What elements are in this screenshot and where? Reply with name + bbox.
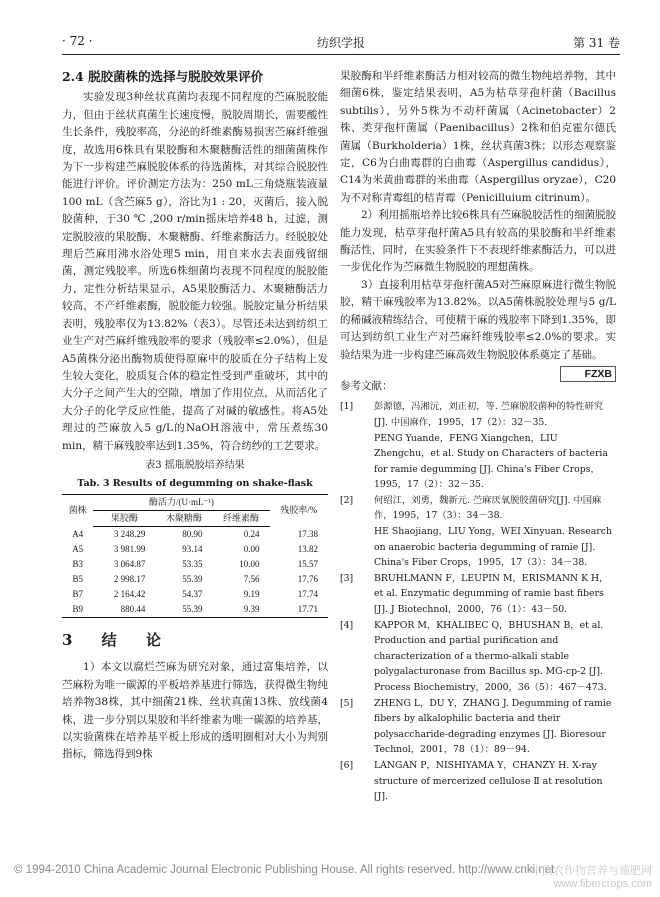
reference-line: LANGAN P，NISHIYAMA Y，CHANZY H. X-ray structure of mercerized cellulose Ⅱ at resolution [J].: [374, 759, 603, 803]
cell-xylanase: 55.39: [182, 573, 203, 584]
reference-line: ZHENG L，DU Y，ZHANG J. Degumming of ramie fibers by alkalophilic bacteria and their polysaccharide-degrading enzymes [J]. Bioresour Technol，2001，78（1）：89－94.: [374, 697, 612, 756]
reference-item: [340, 571, 616, 618]
reference-number: [6]: [340, 759, 354, 771]
cell-xylanase: 55.39: [155, 602, 212, 618]
cell-pectinase: 3 248.29: [113, 528, 146, 539]
reference-item: [340, 493, 616, 571]
conclusion-3-paragraph: [340, 277, 616, 380]
col-cellulase: 纤维素酶: [212, 510, 269, 526]
conclusion-1-continued: 果胶酶和半纤维素酶活力相对较高的微生物纯培养物，其中细菌6株，鉴定结果表明，A5为枯草芽孢杆菌（Bacillus subtilis），另外5株为不动杆菌属（Acinetobacter）2株、类芽孢杆菌属（Paenibacillus）2株和伯克霍尔德氏菌属（Burkholderia）1株，丝状真菌3株；以形态观察鉴定，C6为白曲霉群的白曲霉（Aspergillus candidus），C14为米黄曲霉群的米曲霉（Aspergillus oryzae），C20为不对称青霉组的桔青霉（Penicilluium citrinum）。: [340, 70, 616, 204]
cell-residual: 17.38: [297, 528, 318, 539]
reference-item: [340, 399, 616, 493]
reference-number: [4]: [340, 619, 354, 631]
cell-residual: 13.82: [297, 543, 318, 554]
reference-line: HE Shaojiang，LIU Yong，WEI Xinyuan. Research on anaerobic bacteria degumming of ramie [J]. China's Fiber Crops，1995，17（3）：34－38.: [374, 526, 612, 569]
reference-item: [340, 696, 616, 758]
cell-cellulase: 10.00: [239, 558, 260, 569]
table-row: [62, 572, 328, 587]
cell-residual: 17.74: [297, 588, 318, 599]
cell-cellulase: 9.19: [243, 588, 260, 599]
table-row: [62, 557, 328, 572]
section-2-4-paragraph: 实验发现3种丝状真菌均表现不同程度的苎麻脱胶能力，但由于丝状真菌生长速度慢，脱胶周期长，需要酸性生长条件，残胶率高，分泌的纤维素酶易损害苎麻纤维强度，故选用6株具有果胶酶和木聚糖酶活性的细菌菌株作为下一步构建苎麻脱胶体系的待选菌株，对其综合脱胶性能进行评价。评价测定方法为：250 mL三角烧瓶装液量100 mL（含苎麻5 g），浴比为1 : 20，灭菌后，接入脱胶菌种，于30 ℃ ,200 r/min摇床培养48 h，过滤，测定脱胶液的果胶酶、木聚糖酶、纤维素酶活力。经脱胶处理后苎麻用沸水浴处理5 min，用自来水去表面残留细菌，测定残胶率。所选6株细菌均表现不同程度的脱胶能力，定性分析结果显示，A5果胶酶活力、木聚糖酶活力较高，不产纤维素酶，脱胶能力较强。脱胶定量分析结果表明，残胶率仅为13.82%（表3）。尽管还未达到纺织工业生产对苎麻纤维残胶率的要求（残胶率≤2.0%），但是A5菌株分泌出酶物质使得原麻中的胶质在分子结构上发生较大变化，胶质复合体的稳定性受到严重破坏，其中的大分子之间产生大的空隙，增加了作用位点，从而活化了大分子的化学反应性能，提高了对碱的敏感性。将A5处理过的苎麻放入5 g/L的NaOH溶液中，常压煮练30 min，精干麻残胶率达到1.35%，符合纺纱的工艺要求。: [62, 91, 328, 452]
cell-strain: B9: [62, 602, 93, 618]
cell-residual: 17.76: [297, 573, 318, 584]
table-caption-en: Tab. 3 Results of degumming on shake-flask: [77, 477, 313, 489]
cell-xylanase: 53.35: [182, 558, 203, 569]
references-list: [340, 399, 616, 804]
col-residual-gum: 残胶率/%: [270, 494, 329, 526]
table-3: [62, 494, 328, 618]
copyright-footer: © 1994-2010 China Academic Journal Electronic Publishing House. All rights reserved. http://www.cnki.net: [14, 864, 555, 876]
col-enzyme-activity: 酶活力/(U·mL⁻¹): [93, 494, 269, 510]
cell-pectinase: 2 998.17: [113, 573, 146, 584]
conclusion-3-text: 3）直接利用枯草芽孢杆菌A5对苎麻原麻进行微生物脱胶，精干麻残胶率为13.82%。以A5菌株脱胶处理与5 g/L的稀碱液精练结合，可使精干麻的残胶率下降到1.35%，即可达到纺织工业生产对苎麻纤维残胶率≤2.0%的要求。实验结果为进一步构建苎麻高效生物脱胶体系奠定了基础。: [340, 278, 616, 361]
journal-name: 纺织学报: [316, 36, 365, 50]
reference-line: 何绍江，刘勇，魏新元. 苎麻厌氧脱胶菌研究[J]. 中国麻作，1995，17（3）：34－38.: [374, 494, 602, 522]
reference-text: [374, 571, 616, 618]
cell-residual: 15.57: [297, 558, 318, 569]
reference-number: [5]: [340, 697, 354, 709]
cell-strain: B5: [72, 573, 83, 584]
conclusion-2-paragraph: 2）利用摇瓶培养比较6株具有苎麻脱胶活性的细菌脱胶能力发现，枯草芽孢杆菌A5具有较高的果胶酶和半纤维素酶活性，同时，在实验条件下不表现纤维素酶活力，可以进一步优化作为苎麻微生物脱胶的理想菌株。: [340, 209, 616, 274]
reference-text: [374, 758, 616, 805]
references-title: 参考文献：: [340, 379, 393, 392]
table-row: [62, 542, 328, 557]
section-2-4-title: 2.4 脱胶菌株的选择与脱胶效果评价: [62, 69, 264, 84]
cell-pectinase: 3 064.87: [113, 558, 146, 569]
section-3-title: 3 结 论: [62, 630, 173, 649]
table-row: [62, 526, 328, 542]
reference-text: [374, 618, 616, 696]
reference-number: [3]: [340, 572, 354, 584]
cell-cellulase: 0.00: [243, 543, 260, 554]
table-3-body: [62, 526, 328, 617]
col-xylanase: 木聚糖酶: [155, 510, 212, 526]
cell-strain: A5: [72, 543, 84, 554]
cell-pectinase: 3 981.99: [113, 543, 146, 554]
table-row: [62, 587, 328, 602]
left-column: [62, 68, 328, 764]
reference-text: [374, 493, 616, 571]
volume-label: 第 31 卷: [573, 36, 620, 50]
page-number: · 72 ·: [62, 34, 93, 48]
table-caption-cn: 表3 摇瓶脱胶培养结果: [145, 459, 245, 471]
reference-line: 彭源德，冯湘沅，刘正初，等. 苎麻脱胶菌种的特性研究[J]. 中国麻作，1995，17（2）：32－35.: [374, 401, 604, 428]
col-pectinase: 果胶酶: [93, 510, 155, 526]
cell-strain: B3: [72, 558, 83, 569]
cell-residual: 17.71: [270, 602, 329, 618]
cell-cellulase: 0.24: [243, 528, 260, 539]
running-header: [62, 32, 620, 55]
right-column: [340, 68, 616, 805]
cell-xylanase: 54.37: [182, 588, 203, 599]
reference-line: PENG Yuande，FENG Xiangchen，LIU Zhengchu，et al. Study on Characters of bacteria for ramie degumming [J]. China's Fiber Crops，1995，17（2）：32－35.: [374, 432, 608, 491]
reference-text: [374, 696, 616, 758]
reference-item: [340, 618, 616, 696]
table-row: [62, 602, 328, 618]
journal-end-tag: FZXB: [560, 366, 616, 382]
cell-pectinase: 880.44: [93, 602, 155, 618]
reference-number: [1]: [340, 401, 354, 413]
reference-number: [2]: [340, 494, 354, 506]
cell-xylanase: 93.14: [182, 543, 203, 554]
reference-text: [374, 399, 616, 493]
conclusion-1-paragraph: 1）本文以腐烂苎麻为研究对象，通过富集培养，以苎麻粉为唯一碳源的平板培养基进行筛选，获得微生物纯培养物38株，其中细菌21株、丝状真菌13株、放线菌4株，进一步分别以果胶和半纤维素为唯一碳源的培养基，以实验菌株在培养基平板上形成的透明圈相对大小为判别指标，筛选得到9株: [62, 661, 328, 761]
col-strain: 菌株: [62, 494, 93, 526]
cell-pectinase: 2 164.42: [113, 588, 146, 599]
cell-strain: B7: [72, 588, 83, 599]
cell-cellulase: 9.39: [212, 602, 269, 618]
cell-strain: A4: [72, 528, 84, 539]
reference-line: KAPPOR M，KHALIBEC Q，BHUSHAN B，et al. Production and partial purification and characterization of a thermo-alkali stable polygalacturonase from Bacillus sp. MG-cp-2 [J]. Process Biochemistry，2000，36（5）：467－473.: [374, 619, 607, 693]
watermark-site-url: www.fibercrops.com: [553, 878, 652, 890]
cell-xylanase: 80.90: [182, 528, 203, 539]
reference-item: [340, 758, 616, 805]
cell-cellulase: 7.56: [243, 573, 260, 584]
watermark-site-name: 中国农作物营养与施肥网: [531, 865, 652, 877]
reference-line: BRUHLMANN F，LEUPIN M，ERISMANN K H，et al. Enzymatic degumming of ramie bast fibers [J]. J Biotechnol，2000，76（1）：43－50.: [374, 572, 609, 616]
